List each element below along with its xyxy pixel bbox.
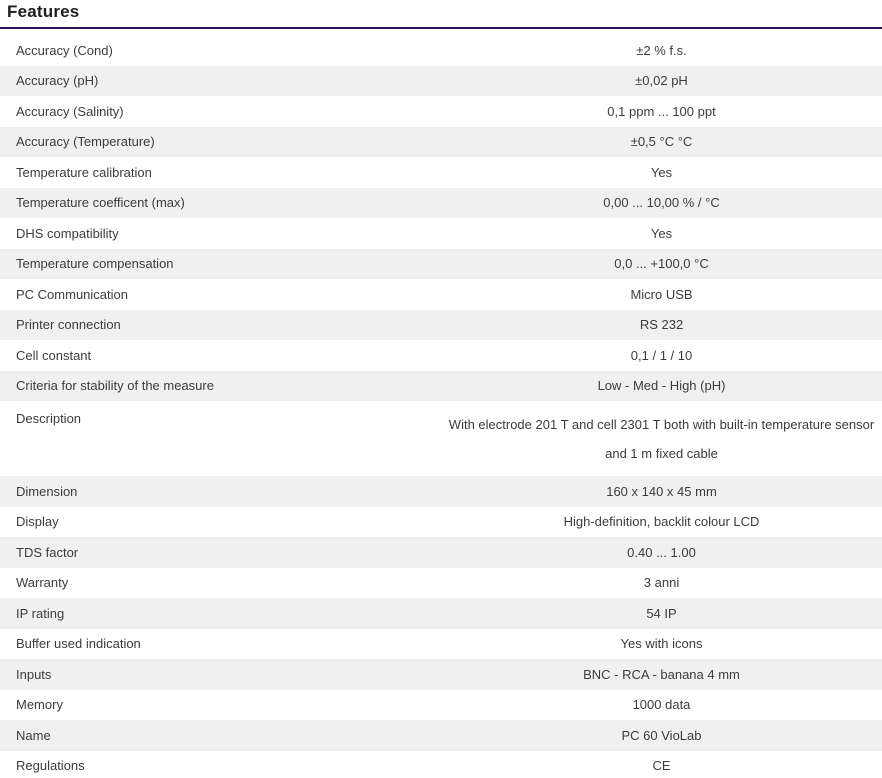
table-row-dimension [0,476,882,507]
row-value: Yes [650,225,673,241]
table-row-printer-connection [0,310,882,341]
row-value: RS 232 [639,317,684,333]
table-row-buffer-used-indication [0,629,882,660]
table-row-cell-constant [0,340,882,371]
table-row-accuracy-ph [0,66,882,97]
row-label: PC Communication [16,286,128,302]
row-value: 54 IP [646,605,677,621]
row-label: Accuracy (Temperature) [16,134,155,150]
row-label: Memory [16,697,63,713]
table-row-dhs-compatibility [0,218,882,249]
row-value: 0,00 ... 10,00 % / °C [603,195,720,211]
row-value: BNC - RCA - banana 4 mm [583,666,740,682]
row-label: IP rating [16,605,65,621]
row-value: High-definition, backlit colour LCD [563,514,760,530]
table-row-ip-rating [0,598,882,629]
row-value: CE [652,758,671,774]
row-label: Warranty [16,575,69,591]
row-value: ±0,5 °C °C [630,134,693,150]
row-label: Temperature coefficent (max) [16,195,185,211]
table-row-accuracy-cond [0,35,882,66]
row-label: Accuracy (Cond) [16,42,113,58]
row-value: Micro USB [630,286,693,302]
row-value: ±0,02 pH [635,73,688,89]
table-row-criteria-stability [0,371,882,402]
row-value: 160 x 140 x 45 mm [606,483,717,499]
table-row-temperature-calibration [0,157,882,188]
row-label: Printer connection [16,317,121,333]
table-row-tds-factor [0,537,882,568]
table-row-display [0,507,882,538]
row-label: TDS factor [16,544,79,560]
table-row-regulations [0,751,882,778]
table-row-temperature-compensation [0,249,882,280]
row-value: ±2 % f.s. [636,42,687,58]
table-row-warranty [0,568,882,599]
row-label: Cell constant [16,347,92,363]
row-value: Low - Med - High (pH) [597,378,726,394]
table-row-inputs [0,659,882,690]
row-value: Yes with icons [620,636,703,652]
row-label: Temperature calibration [16,164,152,180]
row-value: 0,0 ... +100,0 °C [614,256,709,272]
row-value: 0,1 ppm ... 100 ppt [607,103,716,119]
row-label: Criteria for stability of the measure [16,378,214,394]
table-row-temperature-coefficent [0,188,882,219]
row-label: Display [16,514,59,530]
row-value: With electrode 201 T and cell 2301 T both with built-in temperature sensor and 1 m fixed cable [448,417,875,461]
row-value: PC 60 VioLab [621,727,702,743]
table-row-description [0,401,882,476]
table-row-accuracy-temperature [0,127,882,158]
row-value: Yes [650,164,673,180]
row-label: Description [16,411,82,426]
row-value: 1000 data [632,697,691,713]
table-row-memory [0,690,882,721]
table-row-name [0,720,882,751]
table-row-accuracy-salinity [0,96,882,127]
row-label: Buffer used indication [16,636,141,652]
row-label: Dimension [16,483,78,499]
row-label: Temperature compensation [16,256,174,272]
row-label: Regulations [16,758,85,774]
row-label: Accuracy (pH) [16,73,99,89]
table-row-pc-communication [0,279,882,310]
row-label: Inputs [16,666,52,682]
row-label: Accuracy (Salinity) [16,103,124,119]
features-heading: Features [0,0,882,29]
row-label: Name [16,727,51,743]
row-label: DHS compatibility [16,225,119,241]
row-value: 0.40 ... 1.00 [627,544,696,560]
features-table [0,35,882,778]
row-value: 3 anni [643,575,680,591]
row-value: 0,1 / 1 / 10 [630,347,693,363]
